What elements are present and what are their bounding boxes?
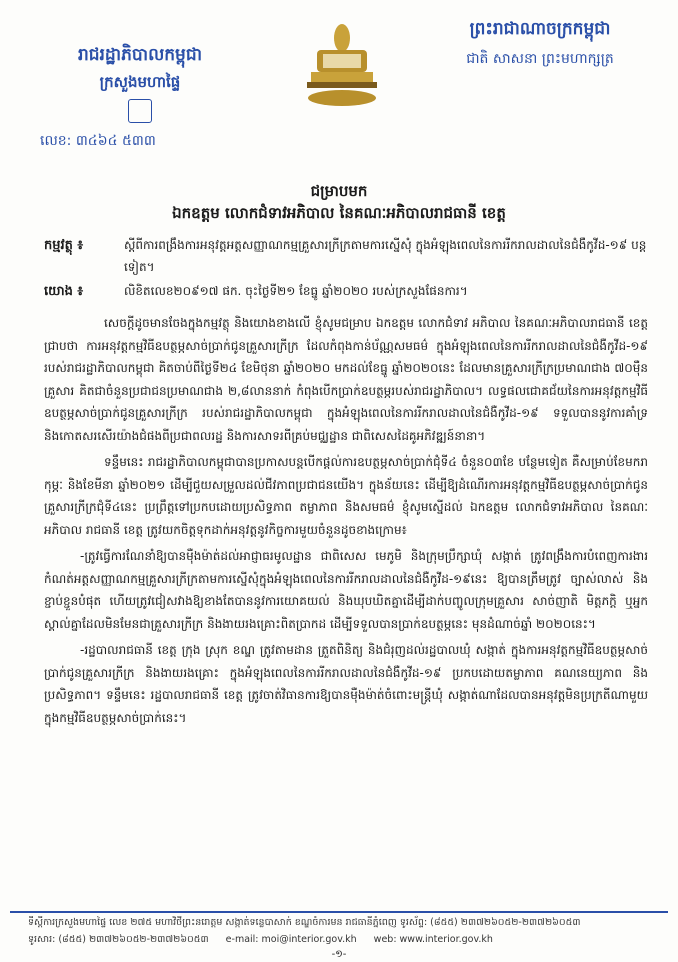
kingdom-header: [440, 18, 640, 70]
reference-field: [44, 280, 648, 303]
paragraph: សេចក្តីដូចមានចែងក្នុងកម្មវត្ថុ និងយោងខាងលើ ខ្ញុំសូមជម្រាប ឯកឧត្តម លោកជំទាវ អភិបាល នៃគណៈអភិបាលរាជធានី ខេត្ត ជ្រាបថា ការអនុវត្តកម្មវិធីឧបត្ថម្ភសាច់ប្រាក់ជូនគ្រួសារក្រីក្រ ដែលកំពុងកាន់ប័ណ្ណសមធម៌ ក្នុងអំឡុងពេលនៃការរីករាលដាលនៃជំងឺកូវីដ-១៩ របស់រាជរដ្ឋាភិបាលកម្ពុជា គិតចាប់ពីថ្ងៃទី២៤ ខែមិថុនា ឆ្នាំ២០២០ មកដល់ខែធ្នូ ឆ្នាំ២០២០នេះ ដែលមានគ្រួសារក្រីក្រប្រមាណជាង ៧០ម៉ឺនគ្រួសារ គិតជាចំនួនប្រជាជនប្រមាណជាង ២,៨លាននាក់ កំពុងបើកប្រាក់ឧបត្ថម្ភរបស់រាជរដ្ឋាភិបាល។ លទ្ធផលជោគជ័យនៃការអនុវត្តកម្មវិធីឧបត្ថម្ភសាច់ប្រាក់ជូនគ្រួសារក្រីក្រ របស់រាជរដ្ឋាភិបាលកម្ពុជា ក្នុងអំឡុងពេលនៃការរីករាលដាលនៃជំងឺកូវីដ-១៩ ទទួលបាននូវការគាំទ្រ និងកោតសរសើរយ៉ាងជំផងពីប្រជាពលរដ្ឋ និងការសាទរពីគ្រប់មជ្ឈដ្ឋាន ជាពិសេសដៃគូអភិវឌ្ឍន៍នានា។: [44, 316, 648, 443]
footer-contacts: [28, 933, 658, 947]
footer-fax: ទូរសារ: (៨៥៥) ២៣៧២៦០៥២-២៣៧២៦០៥៣: [28, 934, 209, 945]
bullet-paragraph: -ត្រូវធ្វើការណែនាំឱ្យបានម៉ឺងម៉ាត់ដល់អាជ្ញាធរមូលដ្ឋាន ជាពិសេស មេភូមិ និងក្រុមប្រឹក្សាឃុំ សង្កាត់ ត្រូវពង្រឹងការបំពេញការងារកំណត់អត្តសញ្ញាណកម្មគ្រួសារក្រីក្រតាមការស្នើសុំក្នុងអំឡុងពេលនៃការរីករាលដាលនៃជំងឺកូវីដ-១៩នេះ ឱ្យបានត្រឹមត្រូវ ច្បាស់លាស់ និងខ្ជាប់ខ្ជួនបំផុត ហើយត្រូវជៀសវាងឱ្យខាងតែបាននូវការយោគយល់ និងឃុបឃិតគ្នាដើម្បីដាក់បញ្ចូលក្រុមគ្រួសារ សាច់ញាតិ មិត្តភក្តិ ឬអ្នកស្គាល់គ្នាដែលមិនមែនជាគ្រួសារក្រីក្រ និងងាយរងគ្រោះពិតប្រាកដ ដើម្បីទទួលបានប្រាក់ឧបត្ថម្ភនេះ មុនដំណាច់ឆ្នាំ ២០២០នេះ។: [44, 549, 648, 631]
salutation: ជម្រាបមក: [310, 182, 368, 200]
footer-email: e-mail: moi@interior.gov.kh: [225, 934, 357, 945]
subject-text: ស្តីពីការពង្រឹងការអនុវត្តអត្តសញ្ញាណកម្មគ្រួសារក្រីក្រតាមការស្នើសុំ ក្នុងអំឡុងពេលនៃការរីករាលដាលនៃជំងឺកូវីដ-១៩ បន្តទៀត។: [124, 238, 647, 274]
footer-divider: [10, 911, 668, 913]
footer-web: web: www.interior.gov.kh: [373, 934, 493, 945]
kingdom-motto: ជាតិ សាសនា ព្រះមហាក្សត្រ: [466, 51, 614, 67]
footer-address: ទីស្តីការក្រសួងមហាផ្ទៃ លេខ ២៧៥ មហាវិថីព្រះនរោត្តម សង្កាត់ទន្លេបាសាក់ ខណ្ឌចំការមន រាជធានីភ្នំពេញ ទូរស័ព្ទ: (៨៥៥) ២៣៧២៦០៥២-២៣៧២៦០៥៣: [28, 917, 581, 928]
subject-field: [44, 234, 648, 274]
bullet-paragraph: -រដ្ឋបាលរាជធានី ខេត្ត ក្រុង ស្រុក ខណ្ឌ ត្រូវតាមដាន ត្រួតពិនិត្យ និងជំរុញដល់រដ្ឋបាលឃុំ សង្កាត់ ក្នុងការអនុវត្តកម្មវិធីឧបត្ថម្ភសាច់ប្រាក់ជូនគ្រួសារក្រីក្រ និងងាយរងគ្រោះ ក្នុងអំឡុងពេលនៃការរីករាលដាលនៃជំងឺកូវីដ-១៩ ប្រកបដោយតម្លាភាព គណនេយ្យភាព និងប្រសិទ្ធភាព។ ទន្ទឹមនេះ រដ្ឋបាលរាជធានី ខេត្ត ត្រូវចាត់វិធានការឱ្យបានម៉ឺងម៉ាត់ចំពោះមន្ត្រីឃុំ សង្កាត់ណាដែលបានអនុវត្តមិនប្រក្រតីណាមួយ ក្នុងកម្មវិធីឧបត្ថម្ភសាច់ប្រាក់នេះ។: [44, 643, 648, 725]
page-number: -១-: [331, 949, 347, 960]
royal-emblem-icon: [303, 20, 381, 108]
ornament-icon: [128, 99, 152, 123]
recipient-title: ឯកឧត្តម លោកជំទាវអភិបាល នៃគណៈអភិបាលរាជធានី ខេត្ត: [172, 204, 506, 222]
reference-text: លិខិតលេខ២០៩១៧ ផក. ចុះថ្ងៃទី២១ ខែធ្នូ ឆ្នាំ២០២០ របស់ក្រសួងផែនការ។: [124, 284, 468, 298]
ministry-header: [40, 44, 240, 152]
government-name: រាជរដ្ឋាភិបាលកម្ពុជា: [77, 45, 203, 65]
reference-number: លេខ: ៣៤៦៤ ៥៣៣: [40, 133, 156, 149]
kingdom-name: ព្រះរាជាណាចក្រកម្ពុជា: [469, 19, 611, 39]
letter-body: [44, 312, 648, 733]
paragraph: ទន្ទឹមនេះ រាជរដ្ឋាភិបាលកម្ពុជាបានប្រកាសបន្តបើកផ្តល់ការឧបត្ថម្ភសាច់ប្រាក់ជុំទី៤ ចំនួន០៣ខែ បន្ថែមទៀត គឺសម្រាប់ខែមករា កុម្ភៈ និងខែមីនា ឆ្នាំ២០២១ ដើម្បីជួយសម្រួលដល់ជីវភាពប្រជាជនយើង។ ក្នុងន័យនេះ ដើម្បីឱ្យដំណើរការអនុវត្តកម្មវិធីឧបត្ថម្ភសាច់ប្រាក់ជូនគ្រួសារក្រីក្រជុំទី៤នេះ ប្រព្រឹត្តទៅប្រកបដោយប្រសិទ្ធភាព តម្លាភាព និងសមធម៌ ខ្ញុំសូមស្នើដល់ ឯកឧត្តម លោកជំទាវអភិបាល នៃគណៈអភិបាល រាជធានី ខេត្ត ត្រូវយកចិត្តទុកដាក់អនុវត្តនូវកិច្ចការមួយចំនួនដូចខាងក្រោម៖: [44, 455, 648, 537]
ministry-name: ក្រសួងមហាផ្ទៃ: [99, 73, 181, 91]
reference-label: យោង ៖: [44, 284, 84, 299]
subject-label: កម្មវត្ថុ ៖: [44, 238, 84, 253]
